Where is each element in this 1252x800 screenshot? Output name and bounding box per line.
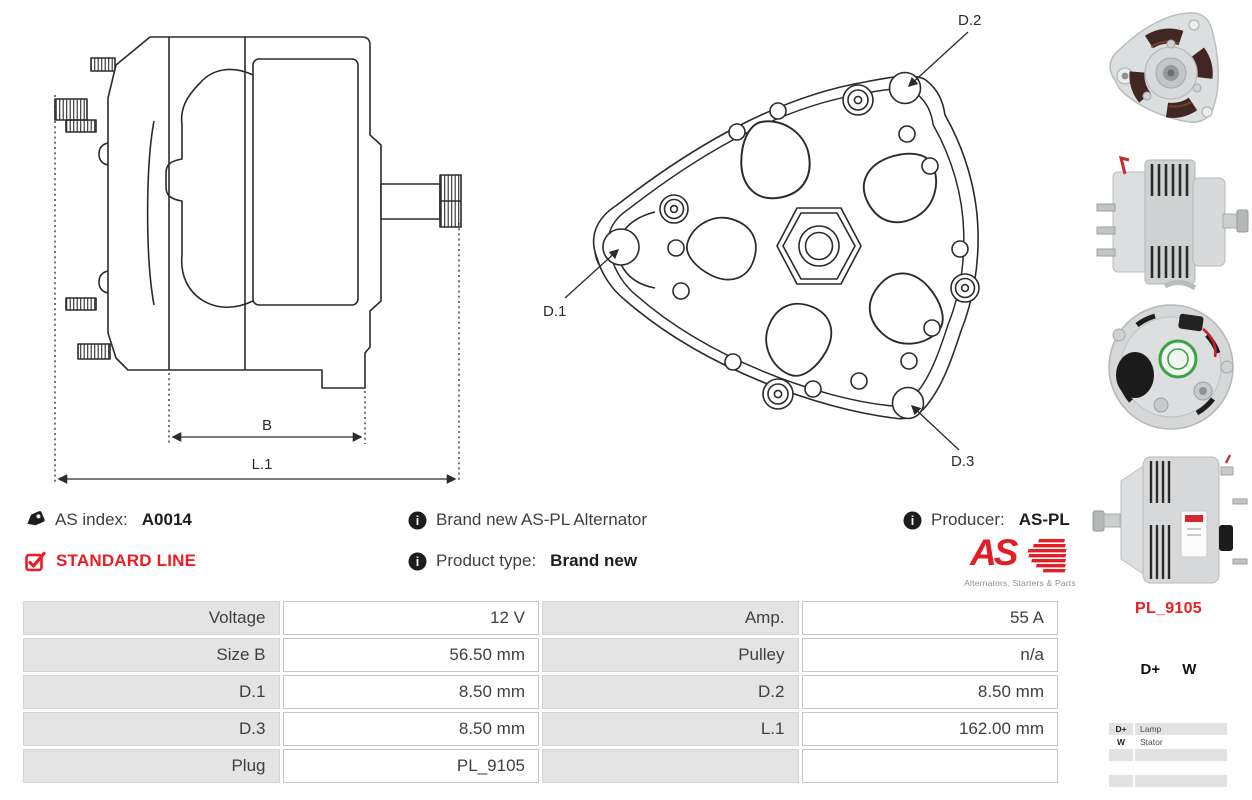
legend-row: [1109, 775, 1227, 787]
alternator-front-outline: [594, 73, 979, 419]
alternator-front-photo: [1085, 0, 1252, 148]
terminal-markings: [1085, 661, 1252, 678]
standard-line-row: [25, 550, 196, 572]
spec-value-cell: PL_9105: [283, 749, 540, 783]
table-row: [23, 712, 1058, 746]
spec-value-cell: n/a: [802, 638, 1059, 672]
legend-row: [1109, 723, 1227, 735]
svg-text:i: i: [415, 513, 420, 528]
spec-label-cell: Voltage: [23, 601, 280, 635]
producer-value: AS-PL: [1018, 510, 1070, 529]
product-type-row: [408, 550, 637, 572]
spec-label-cell: Pulley: [542, 638, 799, 672]
tag-icon: [25, 510, 46, 531]
spec-label-cell: D.3: [23, 712, 280, 746]
legend-row: [1109, 749, 1227, 761]
front-view-drawing: [525, 0, 1015, 490]
spec-value-cell: 162.00 mm: [802, 712, 1059, 746]
spec-value-cell: 12 V: [283, 601, 540, 635]
spec-value-cell: 8.50 mm: [802, 675, 1059, 709]
spec-value-cell: 8.50 mm: [283, 712, 540, 746]
legend-desc: Stator: [1135, 736, 1227, 748]
as-pl-logo: [962, 532, 1078, 588]
plug-code-link[interactable]: PL_9105: [1134, 600, 1203, 617]
d1-label: D.1: [543, 303, 567, 320]
dim-b-label: B: [261, 417, 273, 434]
logo-monogram: AS: [970, 532, 1016, 573]
producer-row: [903, 509, 1070, 531]
spec-label-cell: D.2: [542, 675, 799, 709]
terminal-w: W: [1182, 661, 1197, 678]
as-index-row: [25, 509, 192, 531]
as-index-label: AS index:: [55, 510, 128, 529]
spec-label-cell: Size B: [23, 638, 280, 672]
brand-new-row: [408, 509, 647, 531]
spec-label-cell: [542, 749, 799, 783]
svg-text:i: i: [415, 554, 420, 569]
legend-term: D+: [1109, 723, 1133, 735]
table-row: [23, 638, 1058, 672]
spec-value-cell: [802, 749, 1059, 783]
as-index-value: A0014: [141, 510, 192, 529]
d2-label: D.2: [958, 12, 982, 29]
spec-value-cell: 56.50 mm: [283, 638, 540, 672]
spec-table: [20, 598, 1061, 786]
spec-label-cell: D.1: [23, 675, 280, 709]
spec-label-cell: L.1: [542, 712, 799, 746]
svg-text:i: i: [910, 513, 915, 528]
legend-term: [1109, 749, 1133, 761]
spec-value-cell: 55 A: [802, 601, 1059, 635]
alternator-side-outline: [55, 37, 461, 388]
legend-desc: [1135, 775, 1227, 787]
brand-new-text: Brand new AS-PL Alternator: [436, 510, 648, 529]
d3-label: D.3: [951, 453, 975, 470]
product-photos-column: [1085, 0, 1252, 596]
producer-label: Producer:: [931, 510, 1005, 529]
standard-line-label: STANDARD LINE: [56, 551, 197, 570]
table-row: [23, 675, 1058, 709]
info-icon: [408, 511, 427, 530]
legend-spacer-row: [1109, 762, 1227, 774]
product-type-value: Brand new: [550, 551, 638, 570]
logo-tagline: Alternators, Starters & Parts: [964, 578, 1076, 588]
spec-label-cell: Plug: [23, 749, 280, 783]
info-icon: [408, 552, 427, 571]
legend-term: W: [1109, 736, 1133, 748]
dim-l1-label: L.1: [251, 456, 273, 473]
table-row: [23, 749, 1058, 783]
checkbox-checked-icon: [25, 551, 47, 572]
side-view-drawing: [20, 3, 500, 490]
spec-value-cell: 8.50 mm: [283, 675, 540, 709]
legend-desc: [1135, 749, 1227, 761]
spec-label-cell: Amp.: [542, 601, 799, 635]
table-row: [23, 601, 1058, 635]
alternator-rear-photo: [1085, 295, 1252, 441]
alternator-angle-photo: [1085, 441, 1252, 596]
product-type-label: Product type:: [436, 551, 537, 570]
info-icon: [903, 511, 922, 530]
legend-desc: Lamp: [1135, 723, 1227, 735]
legend-term: [1109, 775, 1133, 787]
terminal-dplus: D+: [1140, 661, 1161, 678]
legend-row: [1109, 736, 1227, 748]
terminal-legend-table: [1107, 722, 1229, 788]
alternator-side-photo: [1085, 148, 1252, 295]
